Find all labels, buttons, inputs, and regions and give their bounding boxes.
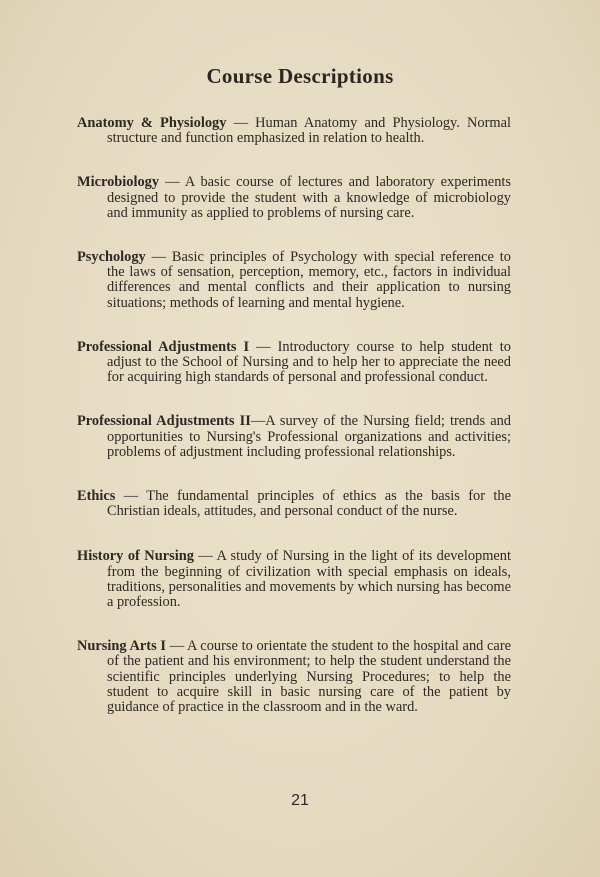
course-description: A study of Nursing in the light of its development from the beginning of civilization with special emphasis on ideals, traditions, personalities and movements by which nursing has become a profession.	[107, 548, 511, 611]
course-entry-microbiology	[77, 175, 511, 221]
course-separator: —	[250, 413, 266, 430]
page-title: Course Descriptions	[206, 64, 394, 88]
course-term: History of Nursing	[77, 548, 194, 565]
course-description: Basic principles of Psychology with special reference to the laws of sensation, perception, memory, etc., factors in individual differences and mental conflicts and their application to nursing situations; methods of learning and mental hygiene.	[107, 249, 511, 311]
course-term: Psychology	[77, 249, 146, 266]
course-separator: —	[226, 115, 256, 131]
course-entry-ethics	[77, 489, 511, 519]
course-list	[77, 116, 511, 744]
course-term: Nursing Arts I	[77, 638, 166, 655]
course-description: Introductory course to help student to adjust to the School of Nursing and to help her to appreciate the need for acquiring high standards of personal and professional conduct.	[107, 338, 511, 386]
course-separator: —	[193, 548, 217, 565]
course-separator: —	[115, 488, 147, 505]
course-entry-psychology	[77, 250, 511, 311]
course-separator: —	[145, 249, 172, 266]
course-description: A course to orientate the student to the hospital and care of the patient and his environment; to help the student understand the scientific principles underlying Nursing Procedures; to help the student to acquire skill in basic nursing care of the patient by guidance of practice in the classroom and in the ward.	[107, 638, 511, 716]
course-term: Professional Adjustments I	[77, 338, 250, 355]
course-description: Human Anatomy and Physiology. Normal structure and function emphasized in relation to health.	[107, 115, 511, 147]
course-term: Ethics	[77, 488, 116, 505]
course-separator: —	[249, 338, 278, 355]
course-description: A basic course of lectures and laboratory experiments designed to provide the student with a knowledge of microbiology and immunity as applied to problems of nursing care.	[107, 174, 511, 221]
page-number: 21	[291, 792, 309, 809]
course-entry-history-of-nursing	[77, 549, 511, 610]
course-separator: —	[165, 638, 187, 655]
course-separator: —	[159, 174, 185, 191]
course-description: The fundamental principles of ethics as the basis for the Christian ideals, attitudes, and personal conduct of the nurse.	[107, 488, 511, 520]
course-term: Anatomy & Physiology	[77, 115, 227, 131]
course-term: Microbiology	[77, 174, 160, 191]
course-entry-professional-adjustments-1	[77, 340, 511, 386]
course-entry-professional-adjustments-2	[77, 414, 511, 460]
course-term: Professional Adjustments II	[77, 413, 251, 430]
course-description: A survey of the Nursing field; trends and opportunities to Nursing's Professional organizations and activities; problems of adjustment including professional relationships.	[107, 413, 511, 460]
course-entry-nursing-arts-1	[77, 639, 511, 715]
course-entry-anatomy-physiology	[77, 116, 511, 146]
